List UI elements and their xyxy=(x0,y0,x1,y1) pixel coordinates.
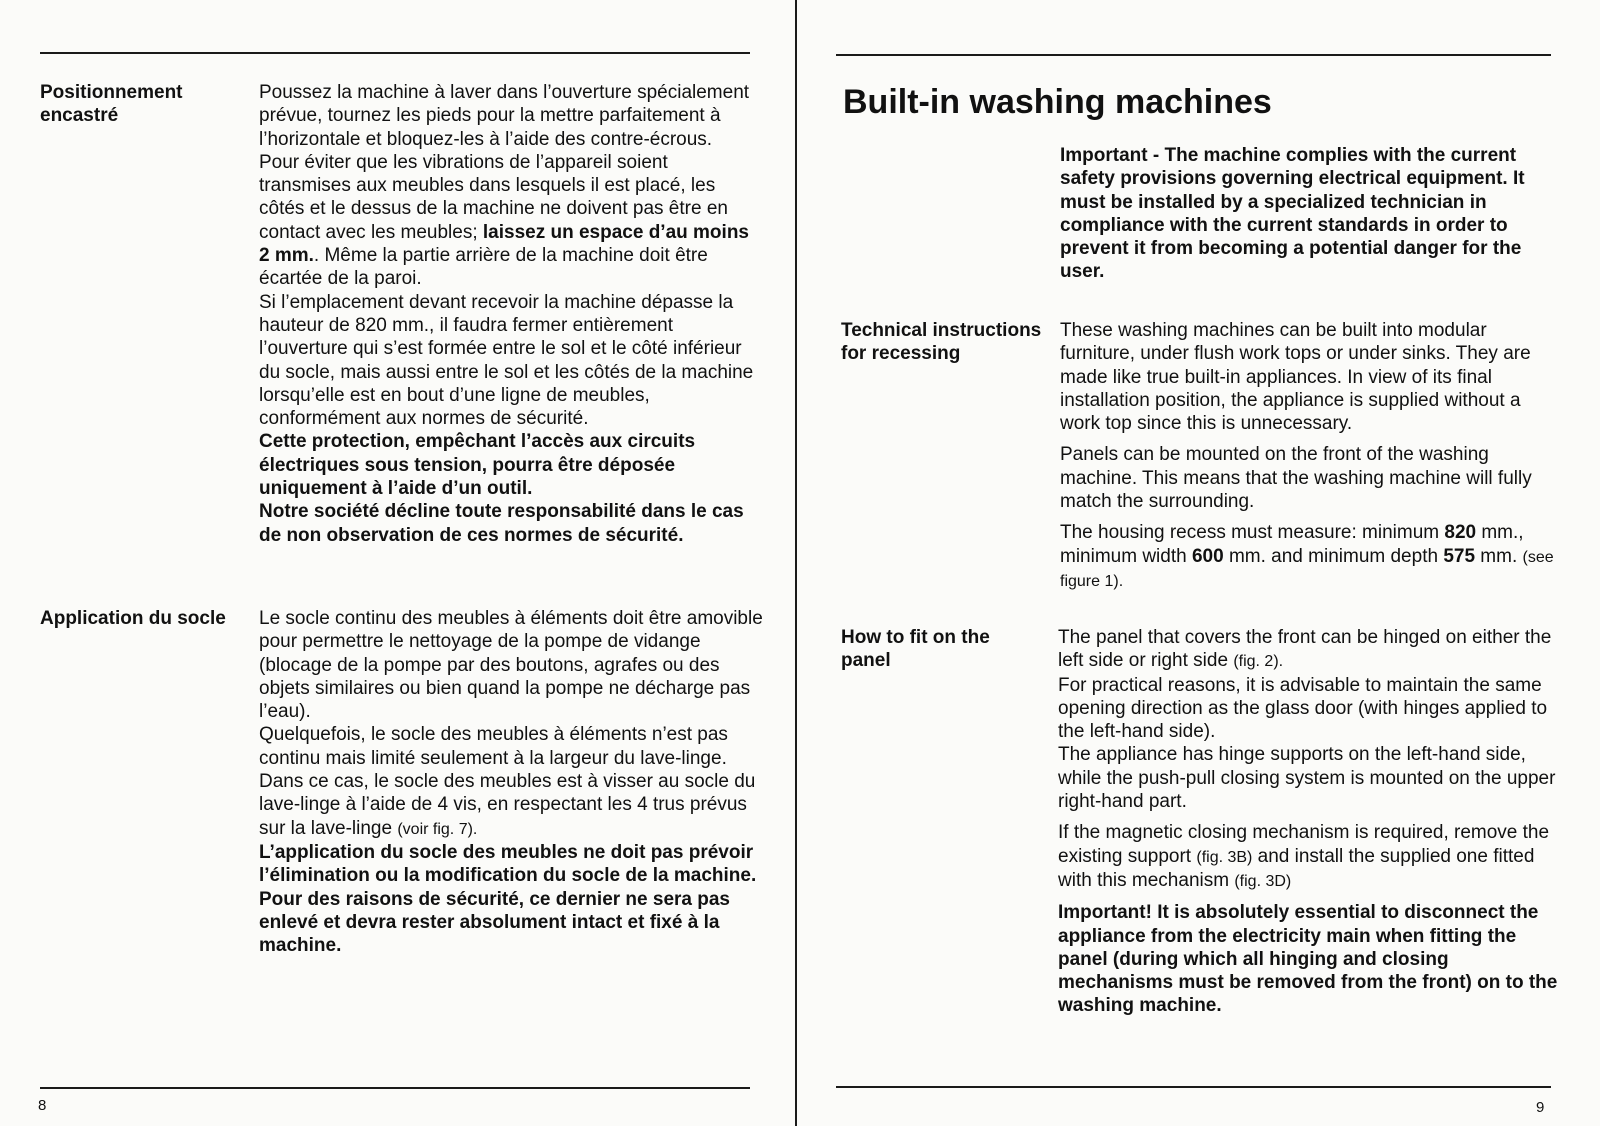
section-label-technical-instructions: Technical instructions for recessing xyxy=(841,320,1042,364)
text-run: Poussez la machine à laver dans l’ouverture spécialement prévue, tournez les pieds pour la mettre parfaitement à l’horizontale et bloquez-les à l’aide des contre-écrous. xyxy=(259,82,750,150)
bottom-rule-left xyxy=(40,1087,750,1089)
paragraph xyxy=(259,770,764,841)
text-run: These washing machines can be built into modular furniture, under flush work tops or under sinks. They are made like true built-in appliances. In view of its final installation position, the appliance is supplied without a work top since this is unnecessary. xyxy=(1060,320,1531,435)
text-run: Si l’emplacement devant recevoir la machine dépasse la hauteur de 820 mm., il faudra fermer entièrement l’ouverture qui s’est formée entre le sol et le côté inférieur du socle, mais aussi entre le sol et les côtés de la machine lorsqu’elle est en bout d’une ligne de meubles, conformément aux normes de sécurité. xyxy=(259,291,754,430)
text-run: If the magnetic closing mechanism is required, remove the existing support xyxy=(1058,822,1550,867)
paragraph xyxy=(259,151,764,291)
paragraph xyxy=(259,430,764,500)
bold-text: Important! It is absolutely essential to disconnect the appliance from the electricity main when fitting the panel (during which all hinging and closing mechanisms must be removed from the front) on to the washing machine. xyxy=(1058,902,1558,1017)
bold-text: L’application du socle des meubles ne doit pas prévoir l’élimination ou la modification du socle de la machine. Pour des raisons de sécurité, ce dernier ne sera pas enlevé et devra rester absolument intact et fixé à la machine. xyxy=(259,841,757,957)
section-body-technical-instructions xyxy=(1060,319,1555,593)
paragraph xyxy=(259,841,764,957)
paragraph xyxy=(1058,743,1558,813)
figure-reference: (voir fig. 7). xyxy=(397,820,478,838)
figure-reference: (fig. 3B) xyxy=(1196,848,1253,866)
figure-reference: (fig. 3D) xyxy=(1234,872,1292,890)
text-run: Le socle continu des meubles à éléments doit être amovible pour permettre le nettoyage de la pompe de vidange (blocage de la pompe par des boutons, agrafes ou des objets similaires ou bien quand la pompe ne décharge pas l’eau). xyxy=(259,608,763,723)
section-label-fit-panel: How to fit on the panel xyxy=(841,627,990,671)
text-run: The panel that covers the front can be hinged on either the left side or right side xyxy=(1058,627,1552,672)
section-label-positionnement: Positionnement encastré xyxy=(40,82,183,126)
text-run: mm. xyxy=(1475,545,1523,567)
bold-text: Cette protection, empêchant l’accès aux circuits électriques sous tension, pourra être déposée uniquement à l’aide d’un outil. xyxy=(259,431,696,500)
text-run: Panels can be mounted on the front of the washing machine. This means that the washing machine will fully match the surrounding. xyxy=(1060,444,1532,513)
page-title: Built-in washing machines xyxy=(843,83,1272,121)
text-run: For practical reasons, it is advisable to maintain the same opening direction as the glass door (with hinges applied to the left-hand side). xyxy=(1058,674,1548,743)
bold-text: 600 xyxy=(1191,545,1224,567)
paragraph xyxy=(259,81,764,151)
bold-text: laissez un espace d’au moins 2 mm. xyxy=(259,221,749,267)
text-run: Dans ce cas, le socle des meubles est à visser au socle du lave-linge à l’aide de 4 vis, en respectant les 4 trus prévus sur la lave-linge xyxy=(259,771,756,839)
paragraph xyxy=(259,607,764,723)
paragraph xyxy=(1058,901,1558,1017)
text-run: Pour éviter que les vibrations de l’appareil soient transmises aux meubles dans lesquels il est placé, les côtés et le dessus de la machine ne doivent pas être en contact avec les meubles; xyxy=(259,151,728,243)
text-run: The housing recess must measure: minimum xyxy=(1060,522,1445,544)
text-run: mm., minimum width xyxy=(1060,522,1524,567)
page-gutter-divider xyxy=(795,0,797,1126)
paragraph xyxy=(1060,521,1555,593)
section-label-application-socle: Application du socle xyxy=(40,608,226,629)
paragraph xyxy=(259,723,764,770)
top-rule-right xyxy=(836,54,1551,56)
text-run: and install the supplied one fitted with this mechanism xyxy=(1058,845,1535,891)
text-run: The appliance has hinge supports on the left-hand side, while the push-pull closing system is mounted on the upper right-hand part. xyxy=(1058,744,1556,813)
top-rule-left xyxy=(40,52,750,54)
bold-text: 820 xyxy=(1444,522,1477,544)
page-number-right: 9 xyxy=(1536,1099,1545,1116)
paragraph xyxy=(259,500,764,547)
paragraph xyxy=(259,291,764,431)
section-body-application-socle xyxy=(259,607,764,957)
page-number-left: 8 xyxy=(38,1097,47,1114)
bottom-rule-right xyxy=(836,1086,1551,1088)
section-body-fit-panel xyxy=(1058,626,1558,1018)
paragraph xyxy=(1060,443,1555,513)
bold-text: 575 xyxy=(1443,545,1476,567)
paragraph xyxy=(1060,319,1555,435)
bold-text: Notre société décline toute responsabilité dans le cas de non observation de ces normes de sécurité. xyxy=(259,501,744,546)
text-run: Quelquefois, le socle des meubles à éléments n’est pas continu mais limité seulement à la largeur du lave-linge. xyxy=(259,724,728,769)
paragraph xyxy=(1058,821,1558,893)
section-body-positionnement xyxy=(259,81,764,547)
paragraph xyxy=(1058,674,1558,744)
figure-reference: (see figure 1). xyxy=(1060,548,1554,590)
figure-reference: (fig. 2). xyxy=(1233,653,1284,671)
text-run: . Même la partie arrière de la machine doit être écartée de la paroi. xyxy=(259,245,708,290)
important-notice: Important - The machine complies with the current safety provisions governing electrical equipment. It must be installed by a specialized technician in compliance with the current standards in order to prevent it from becoming a potential danger for the user. xyxy=(1060,145,1525,283)
paragraph xyxy=(1058,626,1558,674)
text-run: mm. and minimum depth xyxy=(1223,545,1444,567)
